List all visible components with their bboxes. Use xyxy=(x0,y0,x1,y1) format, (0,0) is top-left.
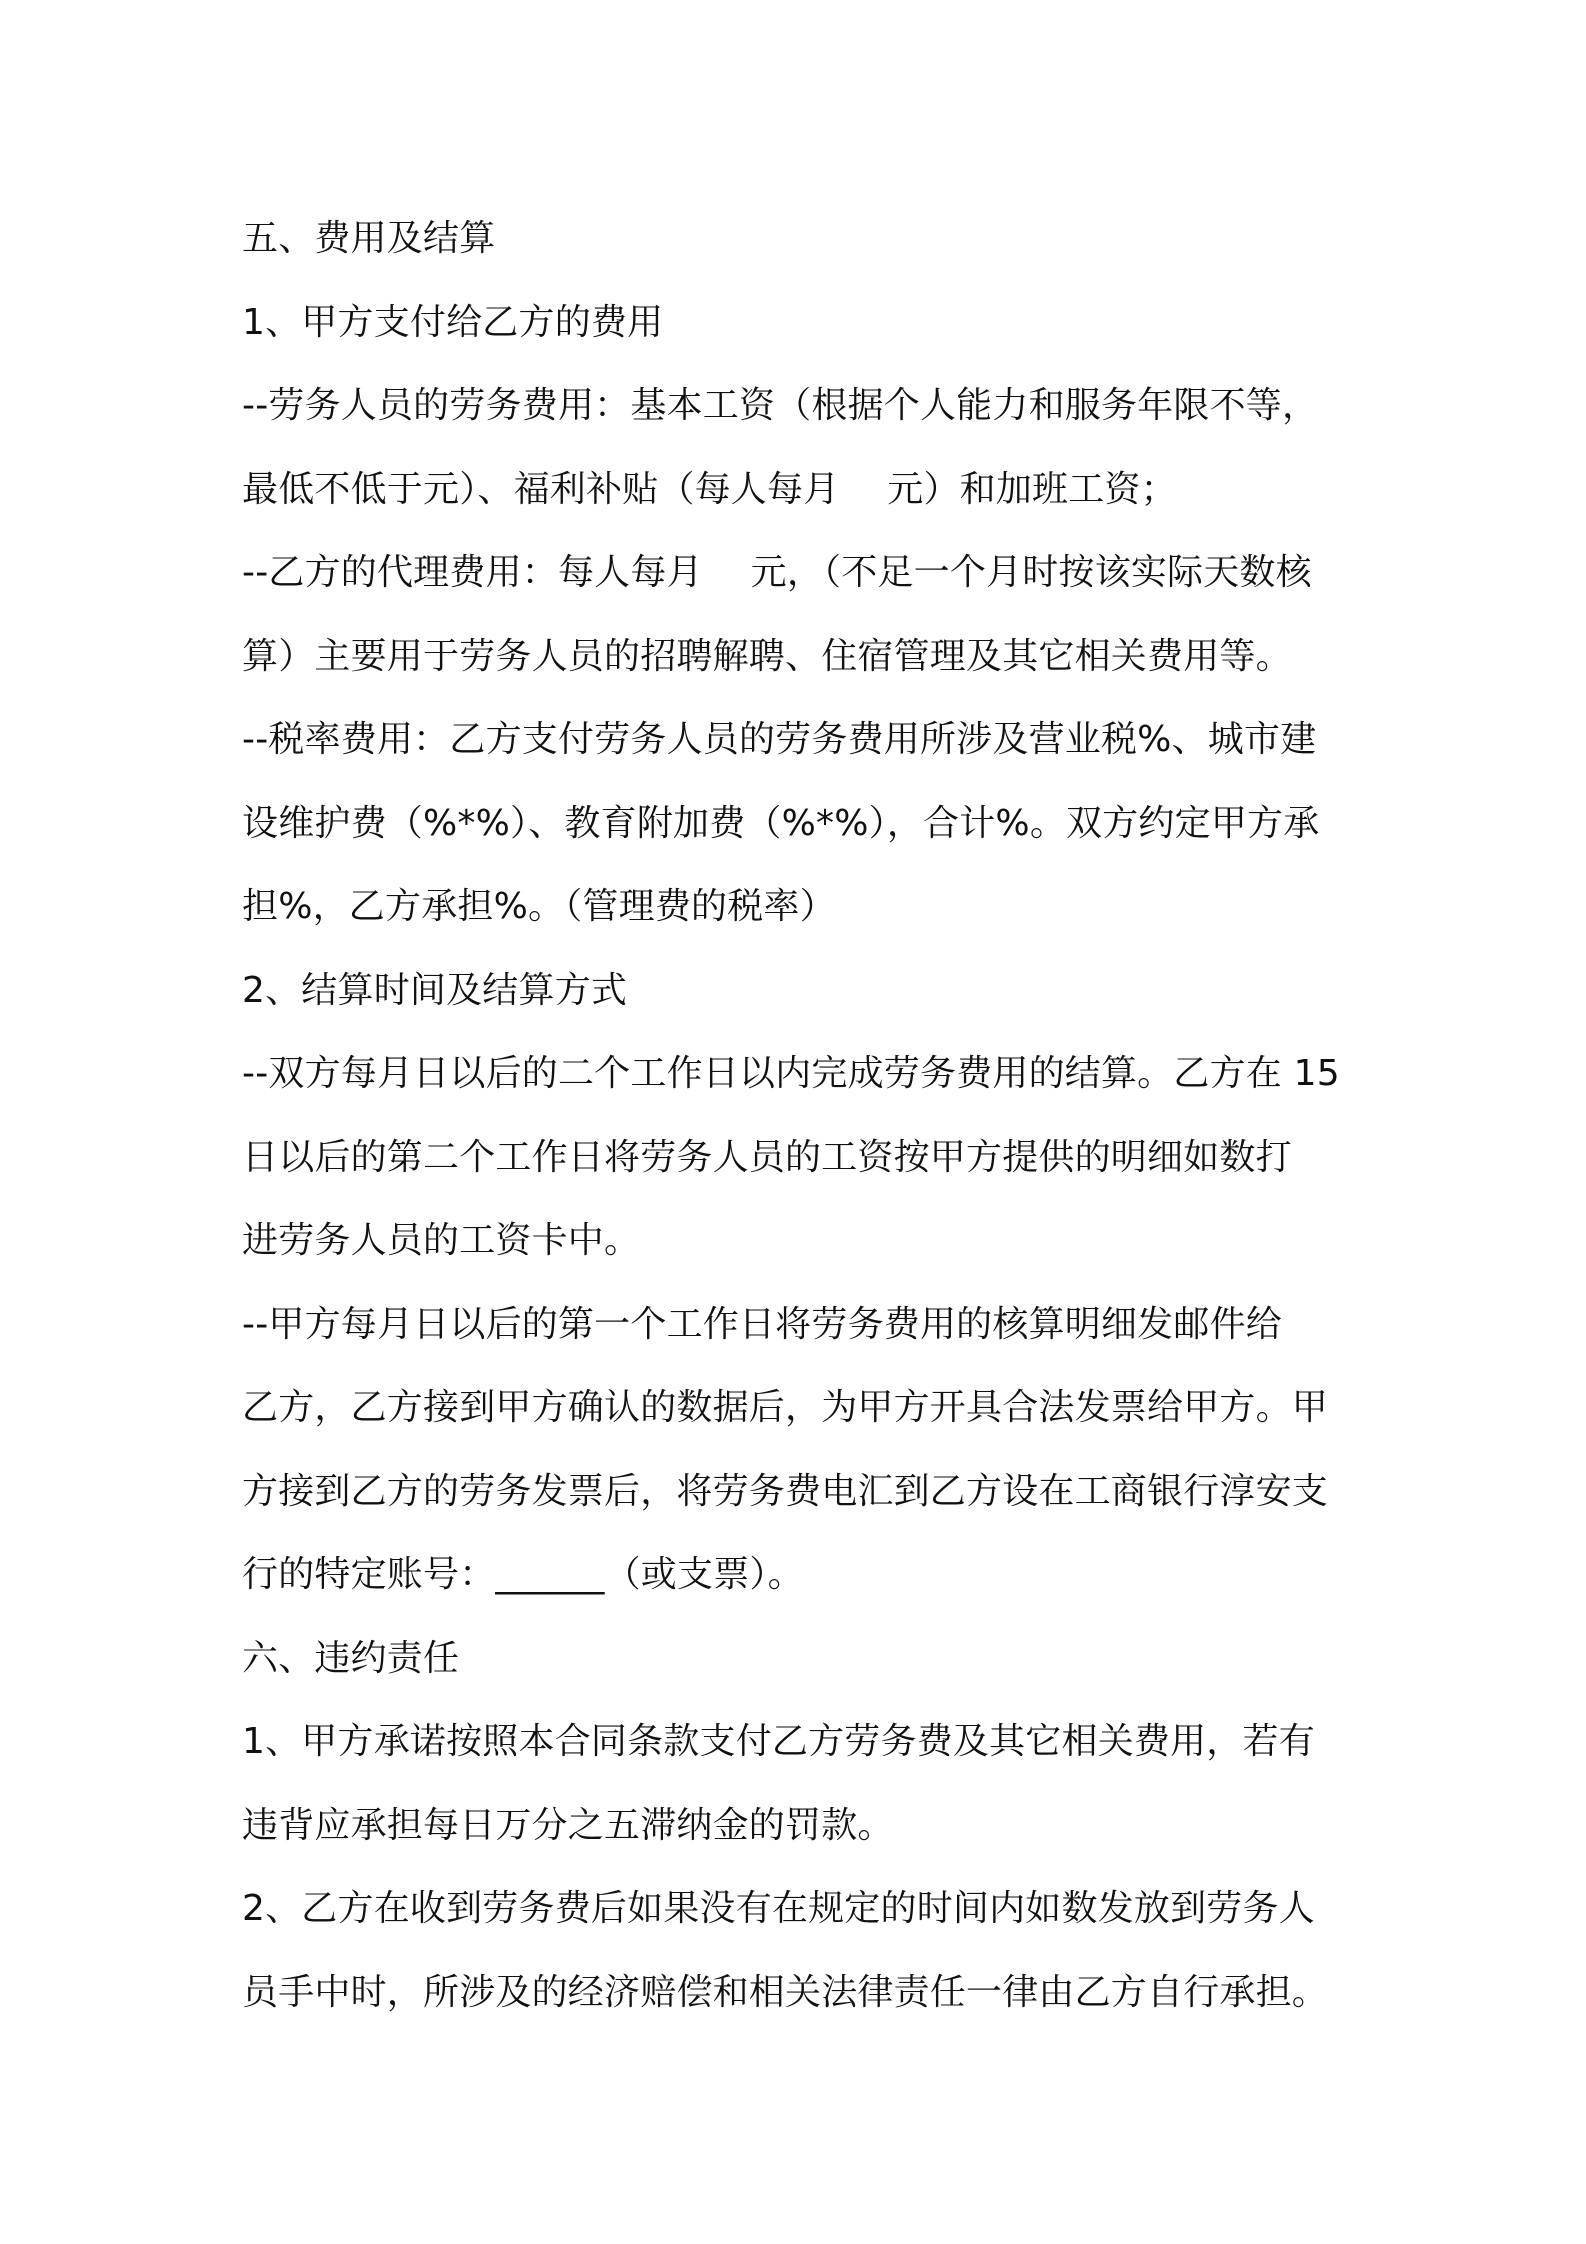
subsection-heading: 2、结算时间及结算方式 xyxy=(242,969,628,1011)
subsection-heading: 1、甲方支付给乙方的费用 xyxy=(242,301,664,343)
paragraph-line: 进劳务人员的工资卡中。 xyxy=(242,1220,641,1261)
document-body xyxy=(242,197,1354,2034)
paragraph-line: 设维护费（%*%）、教育附加费（%*%），合计%。双方约定甲方承 xyxy=(242,802,1320,844)
paragraph-line: 2、乙方在收到劳务费后如果没有在规定的时间内如数发放到劳务人 xyxy=(242,1888,1315,1929)
paragraph-line: 最低不低于元）、福利补贴（每人每月 元）和加班工资； xyxy=(242,468,1177,510)
paragraph-line: --双方每月日以后的二个工作日以内完成劳务费用的结算。乙方在 15 xyxy=(242,1053,1340,1094)
paragraph-line: 1、甲方承诺按照本合同条款支付乙方劳务费及其它相关费用，若有 xyxy=(242,1721,1315,1762)
section-heading: 五、费用及结算 xyxy=(242,218,496,259)
paragraph-line: --甲方每月日以后的第一个工作日将劳务费用的核算明细发邮件给 xyxy=(242,1303,1282,1345)
paragraph-line: --劳务人员的劳务费用：基本工资（根据个人能力和服务年限不等， xyxy=(242,385,1319,426)
paragraph-line: 方接到乙方的劳务发票后，将劳务费电汇到乙方设在工商银行淳安支 xyxy=(242,1470,1329,1512)
section-heading: 六、违约责任 xyxy=(242,1637,460,1679)
paragraph-line: 担%，乙方承担%。（管理费的税率） xyxy=(242,886,836,927)
paragraph-line: 行的特定账号：______（或支票）。 xyxy=(242,1554,804,1595)
paragraph-line: 乙方，乙方接到甲方确认的数据后，为甲方开具合法发票给甲方。甲 xyxy=(242,1387,1329,1428)
paragraph-line: 员手中时，所涉及的经济赔偿和相关法律责任一律由乙方自行承担。 xyxy=(242,1971,1329,2013)
paragraph-line: 违背应承担每日万分之五滞纳金的罚款。 xyxy=(242,1804,894,1846)
paragraph-line: --税率费用：乙方支付劳务人员的劳务费用所涉及营业税%、城市建 xyxy=(242,719,1317,760)
paragraph-line: 日以后的第二个工作日将劳务人员的工资按甲方提供的明细如数打 xyxy=(242,1136,1292,1178)
paragraph-line: --乙方的代理费用：每人每月 元，（不足一个月时按该实际天数核 xyxy=(242,552,1312,593)
paragraph-line: 算）主要用于劳务人员的招聘解聘、住宿管理及其它相关费用等。 xyxy=(242,635,1292,677)
